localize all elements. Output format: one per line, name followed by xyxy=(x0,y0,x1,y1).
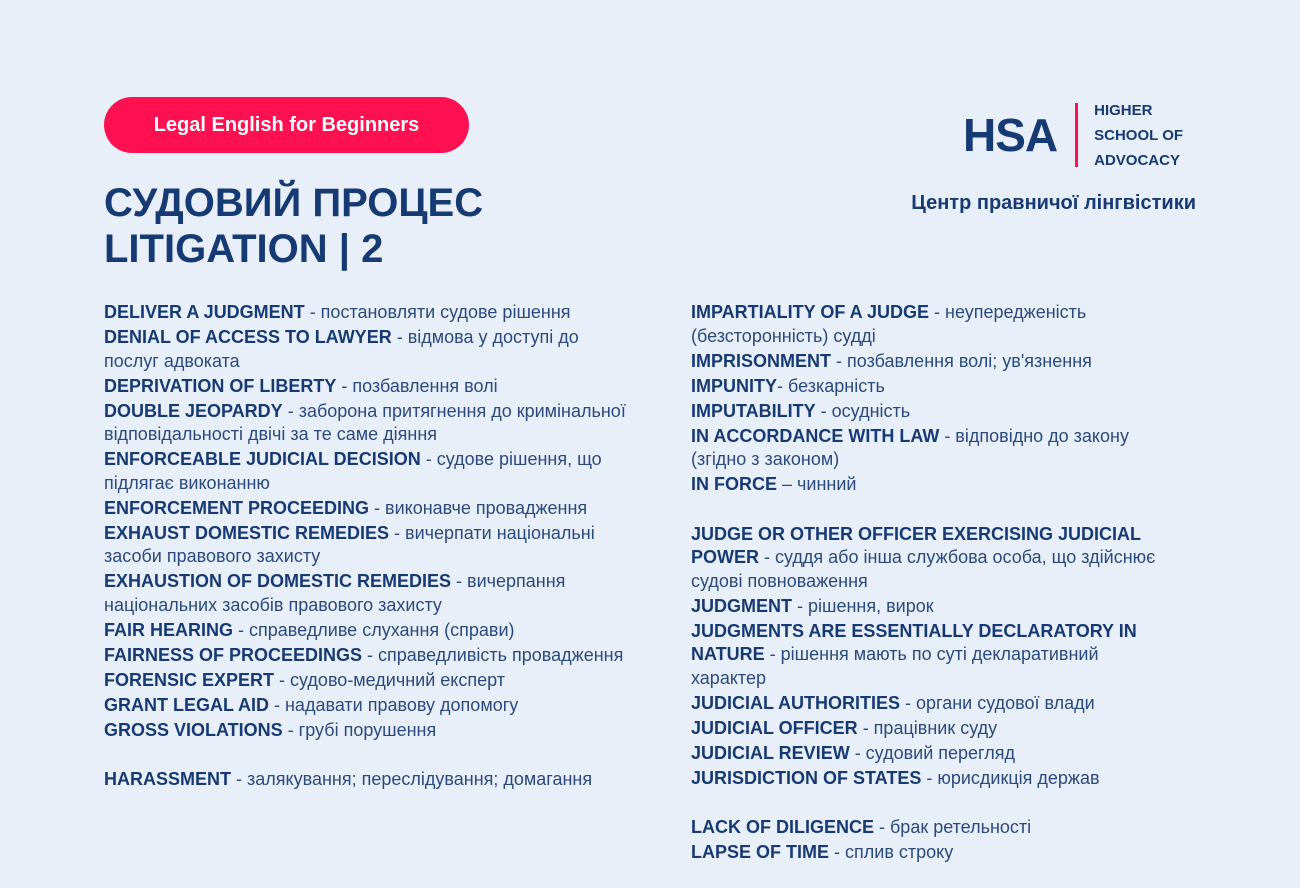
glossary-definition: - вичерпання національних засобів правового захисту xyxy=(104,571,566,615)
glossary-entry xyxy=(691,523,1171,594)
glossary-term: IMPARTIALITY OF A JUDGE xyxy=(691,302,930,322)
glossary-entry xyxy=(691,841,1171,865)
glossary-term: IMPRISONMENT xyxy=(691,350,832,371)
glossary-term: DEPRIVATION OF LIBERTY xyxy=(104,375,337,396)
glossary-definition: - справедливість провадження xyxy=(362,644,624,665)
glossary-entry xyxy=(691,742,1171,766)
glossary-term: FAIRNESS OF PROCEEDINGS xyxy=(104,644,363,665)
logo-abbreviation: HSA xyxy=(963,109,1058,161)
glossary-term: IMPUNITY xyxy=(691,375,778,396)
glossary-entry xyxy=(104,719,634,743)
glossary-definition: - рішення, вирок xyxy=(792,595,934,616)
logo-word-2: SCHOOL OF xyxy=(1094,126,1184,144)
glossary-definition: - рішення мають по суті декларативний характер xyxy=(691,644,1099,688)
glossary-definition: - справедливе слухання (справи) xyxy=(233,619,515,640)
title-line-english: LITIGATION | 2 xyxy=(104,227,384,271)
glossary-definition: - постановляти судове рішення xyxy=(304,302,571,322)
glossary-term: DOUBLE JEOPARDY xyxy=(104,400,283,421)
glossary-entry xyxy=(691,400,1171,424)
glossary-term: EXHAUST DOMESTIC REMEDIES xyxy=(104,522,390,543)
glossary-entry xyxy=(104,644,634,668)
glossary-entry xyxy=(691,595,1171,619)
glossary-term: JUDICIAL REVIEW xyxy=(691,742,850,763)
logo-word-3: ADVOCACY xyxy=(1094,151,1180,169)
glossary-term: FORENSIC EXPERT xyxy=(104,669,275,690)
glossary-entry xyxy=(104,301,634,325)
glossary-definition: - позбавлення волі xyxy=(336,375,498,396)
glossary-entry xyxy=(104,694,634,718)
glossary-entry xyxy=(691,301,1171,348)
glossary-term: IN FORCE xyxy=(691,474,778,494)
glossary-entry xyxy=(104,669,634,693)
glossary-term: LAPSE OF TIME xyxy=(691,842,830,862)
glossary-definition: - відповідно до закону (згідно з законом) xyxy=(691,425,1129,469)
glossary-term: HARASSMENT xyxy=(104,769,232,789)
glossary-definition: - заборона притягнення до кримінальної відповідальності двічі за те саме діяння xyxy=(104,400,626,444)
glossary-definition: - сплив строку xyxy=(829,842,954,862)
glossary-entry xyxy=(691,692,1171,716)
glossary-entry xyxy=(104,497,634,521)
glossary-definition: - юрисдикція держав xyxy=(921,767,1100,788)
page-title xyxy=(104,180,483,272)
glossary-term: JUDICIAL AUTHORITIES xyxy=(691,692,901,713)
glossary-entry xyxy=(691,717,1171,741)
glossary-term: FAIR HEARING xyxy=(104,619,234,640)
glossary-definition: - судово-медичний експерт xyxy=(274,669,505,690)
glossary-term: JUDGMENT xyxy=(691,595,793,616)
glossary-entry xyxy=(691,620,1171,691)
glossary-term: GROSS VIOLATIONS xyxy=(104,719,283,740)
glossary-term: ENFORCEMENT PROCEEDING xyxy=(104,497,370,518)
glossary-term: DENIAL OF ACCESS TO LAWYER xyxy=(104,327,392,347)
center-name: Центр правничої лінгвістики xyxy=(911,192,1196,214)
glossary-entry xyxy=(691,375,1171,399)
glossary-term: ENFORCEABLE JUDICIAL DECISION xyxy=(104,449,421,469)
glossary-definition: - грубі порушення xyxy=(282,719,437,740)
glossary-entry xyxy=(104,400,634,447)
glossary-entry xyxy=(691,816,1171,840)
glossary-entry xyxy=(104,522,634,569)
glossary-term: EXHAUSTION OF DOMESTIC REMEDIES xyxy=(104,571,452,591)
glossary-entry xyxy=(691,425,1171,472)
glossary-definition: - виконавче провадження xyxy=(369,497,588,518)
glossary-definition: - неупередженість (безсторонність) судді xyxy=(691,302,1087,346)
glossary-definition: - вичерпати національні засоби правового захисту xyxy=(104,522,595,566)
glossary-definition: - суддя або інша службова особа, що здійснює судові повноваження xyxy=(691,547,1156,591)
glossary-term: GRANT LEGAL AID xyxy=(104,694,269,715)
glossary-definition: - судовий перегляд xyxy=(849,742,1015,763)
glossary-entry xyxy=(104,768,634,792)
glossary-definition: - брак ретельності xyxy=(874,817,1032,837)
hsa-logo xyxy=(963,100,1183,170)
glossary-entry xyxy=(104,326,634,373)
glossary-definition: - надавати правову допомогу xyxy=(269,694,519,715)
glossary-entry xyxy=(691,350,1171,374)
glossary-definition: - осудність xyxy=(815,400,911,421)
glossary-entry xyxy=(104,448,634,495)
glossary-entry xyxy=(104,570,634,617)
glossary-term: JUDGMENTS ARE ESSENTIALLY DECLARATORY IN NATURE xyxy=(691,620,1137,664)
logo-wordmark xyxy=(1094,98,1183,173)
glossary-term: JUDICIAL OFFICER xyxy=(691,717,858,738)
glossary-definition: - позбавлення волі; ув'язнення xyxy=(831,350,1092,371)
glossary-definition: - безкарність xyxy=(777,375,885,396)
glossary-column-left xyxy=(104,301,634,793)
glossary-term: JUDGE OR OTHER OFFICER EXERCISING JUDICIAL POWER xyxy=(691,523,1141,567)
glossary-term: LACK OF DILIGENCE xyxy=(691,817,874,837)
logo-divider xyxy=(1075,103,1078,167)
logo-word-1: HIGHER xyxy=(1094,101,1153,119)
glossary-definition: - працівник суду xyxy=(857,717,998,738)
glossary-term: DELIVER A JUDGMENT xyxy=(104,302,305,322)
glossary-entry xyxy=(691,473,1171,497)
glossary-term: IN ACCORDANCE WITH LAW xyxy=(691,425,940,446)
glossary-definition: - судове рішення, що підлягає виконанню xyxy=(104,449,602,493)
glossary-term: IMPUTABILITY xyxy=(691,400,816,421)
glossary-definition: - органи судової влади xyxy=(900,692,1095,713)
course-badge: Legal English for Beginners xyxy=(104,97,469,153)
glossary-entry xyxy=(691,767,1171,791)
glossary-definition: - залякування; переслідування; домагання xyxy=(231,769,593,789)
glossary-term: JURISDICTION OF STATES xyxy=(691,767,922,788)
glossary-definition: – чинний xyxy=(777,474,857,494)
title-line-ukrainian: СУДОВИЙ ПРОЦЕС xyxy=(104,181,484,225)
glossary-definition: - відмова у доступі до послуг адвоката xyxy=(104,327,579,371)
glossary-entry xyxy=(104,375,634,399)
glossary-entry xyxy=(104,619,634,643)
glossary-column-right xyxy=(691,301,1171,866)
